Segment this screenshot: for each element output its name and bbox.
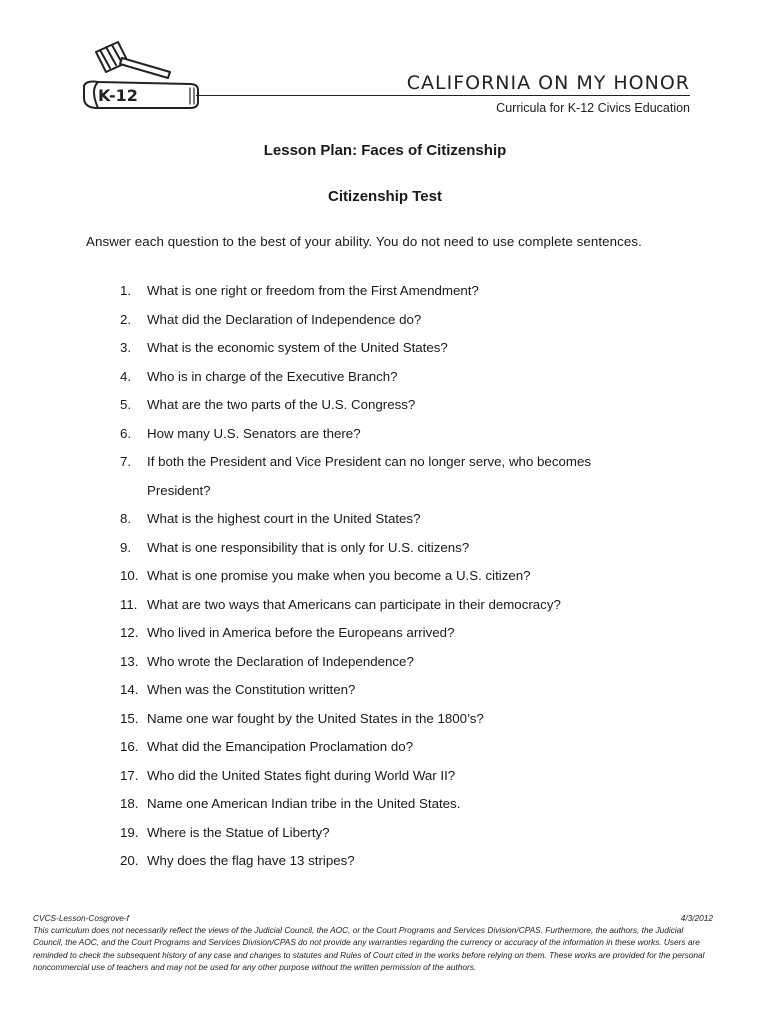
question-text: Where is the Statue of Liberty? xyxy=(147,824,330,840)
question-text: Who lived in America before the Europeans arrived? xyxy=(147,625,455,640)
question-item xyxy=(120,762,700,791)
question-item xyxy=(120,562,700,591)
question-item xyxy=(120,705,700,734)
question-text: Name one American Indian tribe in the United States. xyxy=(147,796,461,811)
footer xyxy=(33,912,713,973)
question-item xyxy=(120,648,700,677)
footer-date: 4/3/2012 xyxy=(680,913,713,923)
question-number: 19. xyxy=(120,824,139,840)
question-item xyxy=(120,448,700,505)
question-item xyxy=(120,306,700,335)
question-text: What is one promise you make when you become a U.S. citizen? xyxy=(147,568,531,583)
question-text: Who did the United States fight during World War II? xyxy=(147,767,456,783)
question-number: 3. xyxy=(120,340,132,355)
instructions: Answer each question to the best of your ability. You do not need to use complete sentences. xyxy=(86,234,642,249)
question-number: 1. xyxy=(120,283,132,298)
question-item xyxy=(120,420,700,449)
question-number: 13. xyxy=(120,653,139,669)
footer-disclaimer: This curriculum does not necessarily reflect the views of the Judicial Council, the AOC, or the Court Programs and Services Division/CPAS. Furthermore, the authors, the Judicial Council, the AOC, and the Court Programs and Services Division/CPAS do not provide any warranties regarding the currency or accuracy of the information in these works. Users are reminded to check the subsequent history of any case and changes to statutes and Rules of Court cited in the works before relying on them. These works are provided for the personal noncommercial use of teachers and may not be used for any other purpose without the written permission of the authors. xyxy=(33,925,705,972)
lesson-title: Lesson Plan: Faces of Citizenship xyxy=(263,142,507,159)
question-item xyxy=(120,391,700,420)
question-number: 12. xyxy=(120,625,139,640)
question-text: How many U.S. Senators are there? xyxy=(147,425,361,441)
question-item xyxy=(120,676,700,705)
question-number: 11. xyxy=(120,596,138,612)
question-item xyxy=(120,534,700,563)
question-number: 18. xyxy=(120,796,139,811)
gavel-book-logo xyxy=(78,38,208,118)
question-text: What did the Declaration of Independence do? xyxy=(147,311,422,327)
test-title: Citizenship Test xyxy=(328,188,442,205)
question-item xyxy=(120,847,700,876)
question-text: What are the two parts of the U.S. Congress? xyxy=(147,397,416,412)
footer-doc-id: CVCS-Lesson-Cosgrove-f xyxy=(33,913,129,923)
question-number: 5. xyxy=(120,397,132,412)
question-item xyxy=(120,733,700,762)
question-number: 4. xyxy=(120,368,132,384)
brand-title: CALIFORNIA ON MY HONOR xyxy=(406,72,690,94)
question-number: 6. xyxy=(120,425,132,441)
question-number: 10. xyxy=(120,568,139,583)
question-item xyxy=(120,363,700,392)
question-text: What is one right or freedom from the First Amendment? xyxy=(147,283,479,298)
question-item xyxy=(120,591,700,620)
question-number: 15. xyxy=(120,710,139,726)
question-number: 14. xyxy=(120,682,139,697)
question-item xyxy=(120,619,700,648)
question-text: When was the Constitution written? xyxy=(147,682,356,697)
question-list xyxy=(120,277,700,876)
question-item xyxy=(120,790,700,819)
question-text: Name one war fought by the United States in the 1800’s? xyxy=(147,710,484,726)
header-divider xyxy=(196,95,690,96)
question-text: Who is in charge of the Executive Branch? xyxy=(147,368,398,384)
question-number: 16. xyxy=(120,739,139,754)
question-item xyxy=(120,505,700,534)
question-number: 2. xyxy=(120,311,132,327)
question-item xyxy=(120,334,700,363)
question-text: What is the highest court in the United States? xyxy=(147,511,421,526)
question-number: 9. xyxy=(120,539,132,555)
question-text: What is the economic system of the United States? xyxy=(147,340,448,355)
question-text: Who wrote the Declaration of Independence? xyxy=(147,653,414,669)
question-number: 17. xyxy=(120,767,139,783)
brand-subtitle: Curricula for K-12 Civics Education xyxy=(496,101,690,115)
question-text: What are two ways that Americans can participate in their democracy? xyxy=(147,596,561,612)
question-text: What did the Emancipation Proclamation do? xyxy=(147,739,414,754)
question-text: Why does the flag have 13 stripes? xyxy=(147,853,355,868)
question-item xyxy=(120,277,700,306)
question-number: 20. xyxy=(120,853,139,868)
question-text: If both the President and Vice President can no longer serve, who becomes President? xyxy=(147,454,591,498)
question-text: What is one responsibility that is only for U.S. citizens? xyxy=(147,539,470,555)
question-number: 7. xyxy=(120,454,132,469)
question-number: 8. xyxy=(120,511,132,526)
logo-text: K-12 xyxy=(98,86,138,105)
question-item xyxy=(120,819,700,848)
